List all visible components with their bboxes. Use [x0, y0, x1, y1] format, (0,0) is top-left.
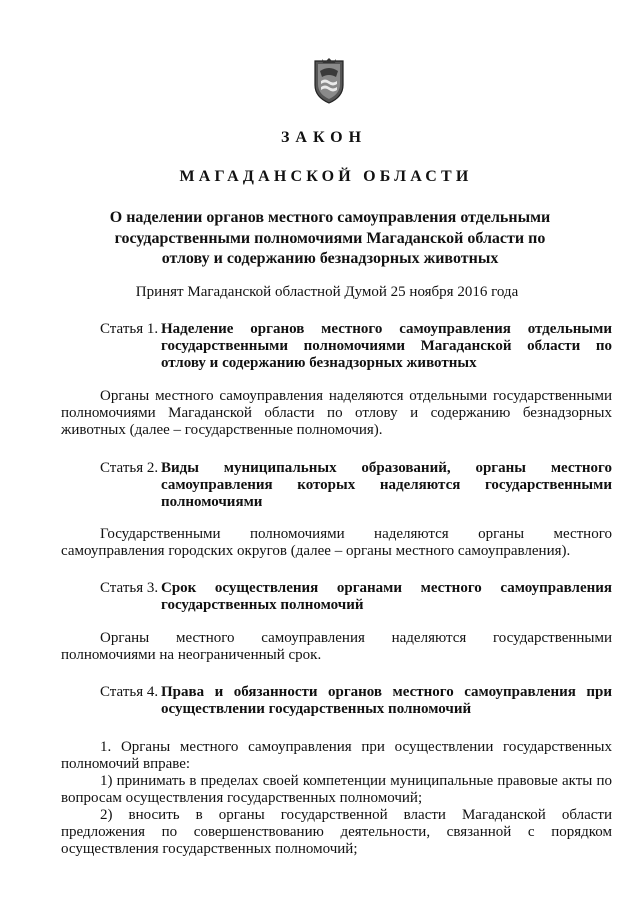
- adoption-line: Принят Магаданской областной Думой 25 ноября 2016 года: [135, 284, 519, 300]
- article-label: Статья 4.: [100, 684, 159, 700]
- article-heading: Наделение органов местного самоуправления отдельными государственными полномочиями Магаданской области по отлову и содержанию безнадзорных животных: [161, 321, 612, 371]
- list-item: 1) принимать в пределах своей компетенции муниципальные правовые акты по вопросам осуществления государственных полномочий;: [61, 773, 612, 806]
- paragraph: Органы местного самоуправления наделяются отдельными государственными полномочиями Магаданской области по отлову и содержанию безнадзорных животных (далее – государственные полномочия).: [61, 388, 612, 438]
- coat-of-arms-emblem: [309, 57, 349, 105]
- article-label: Статья 1.: [100, 321, 159, 337]
- article-label: Статья 2.: [100, 460, 159, 476]
- law-heading: ЗАКОН: [280, 129, 368, 146]
- list-item: 2) вносить в органы государственной власти Магаданской области предложения по совершенствованию деятельности, связанной с порядком осуществления государственных полномочий;: [61, 807, 612, 857]
- article-3: [100, 580, 612, 614]
- article-heading: Срок осуществления органами местного самоуправления государственных полномочий: [161, 580, 612, 613]
- coat-of-arms-icon: [309, 57, 349, 105]
- paragraph: 1. Органы местного самоуправления при осуществлении государственных полномочий вправе:: [61, 739, 612, 772]
- article-4: [100, 684, 612, 718]
- region-heading: МАГАДАНСКОЙ ОБЛАСТИ: [179, 168, 473, 185]
- paragraph: Государственными полномочиями наделяются органы местного самоуправления городских округов (далее – органы местного самоуправления).: [61, 526, 612, 559]
- article-heading: Виды муниципальных образований, органы местного самоуправления которых наделяются государственными полномочиями: [161, 460, 612, 510]
- article-1: [100, 321, 612, 372]
- article-2: [100, 460, 612, 511]
- article-heading: Права и обязанности органов местного самоуправления при осуществлении государственных полномочий: [161, 684, 612, 717]
- article-label: Статья 3.: [100, 580, 159, 596]
- paragraph: Органы местного самоуправления наделяются государственными полномочиями на неограниченный срок.: [61, 630, 612, 663]
- law-title: О наделении органов местного самоуправления отдельными государственными полномочиями Магаданской области по отлову и содержанию безнадзорных животных: [109, 209, 551, 267]
